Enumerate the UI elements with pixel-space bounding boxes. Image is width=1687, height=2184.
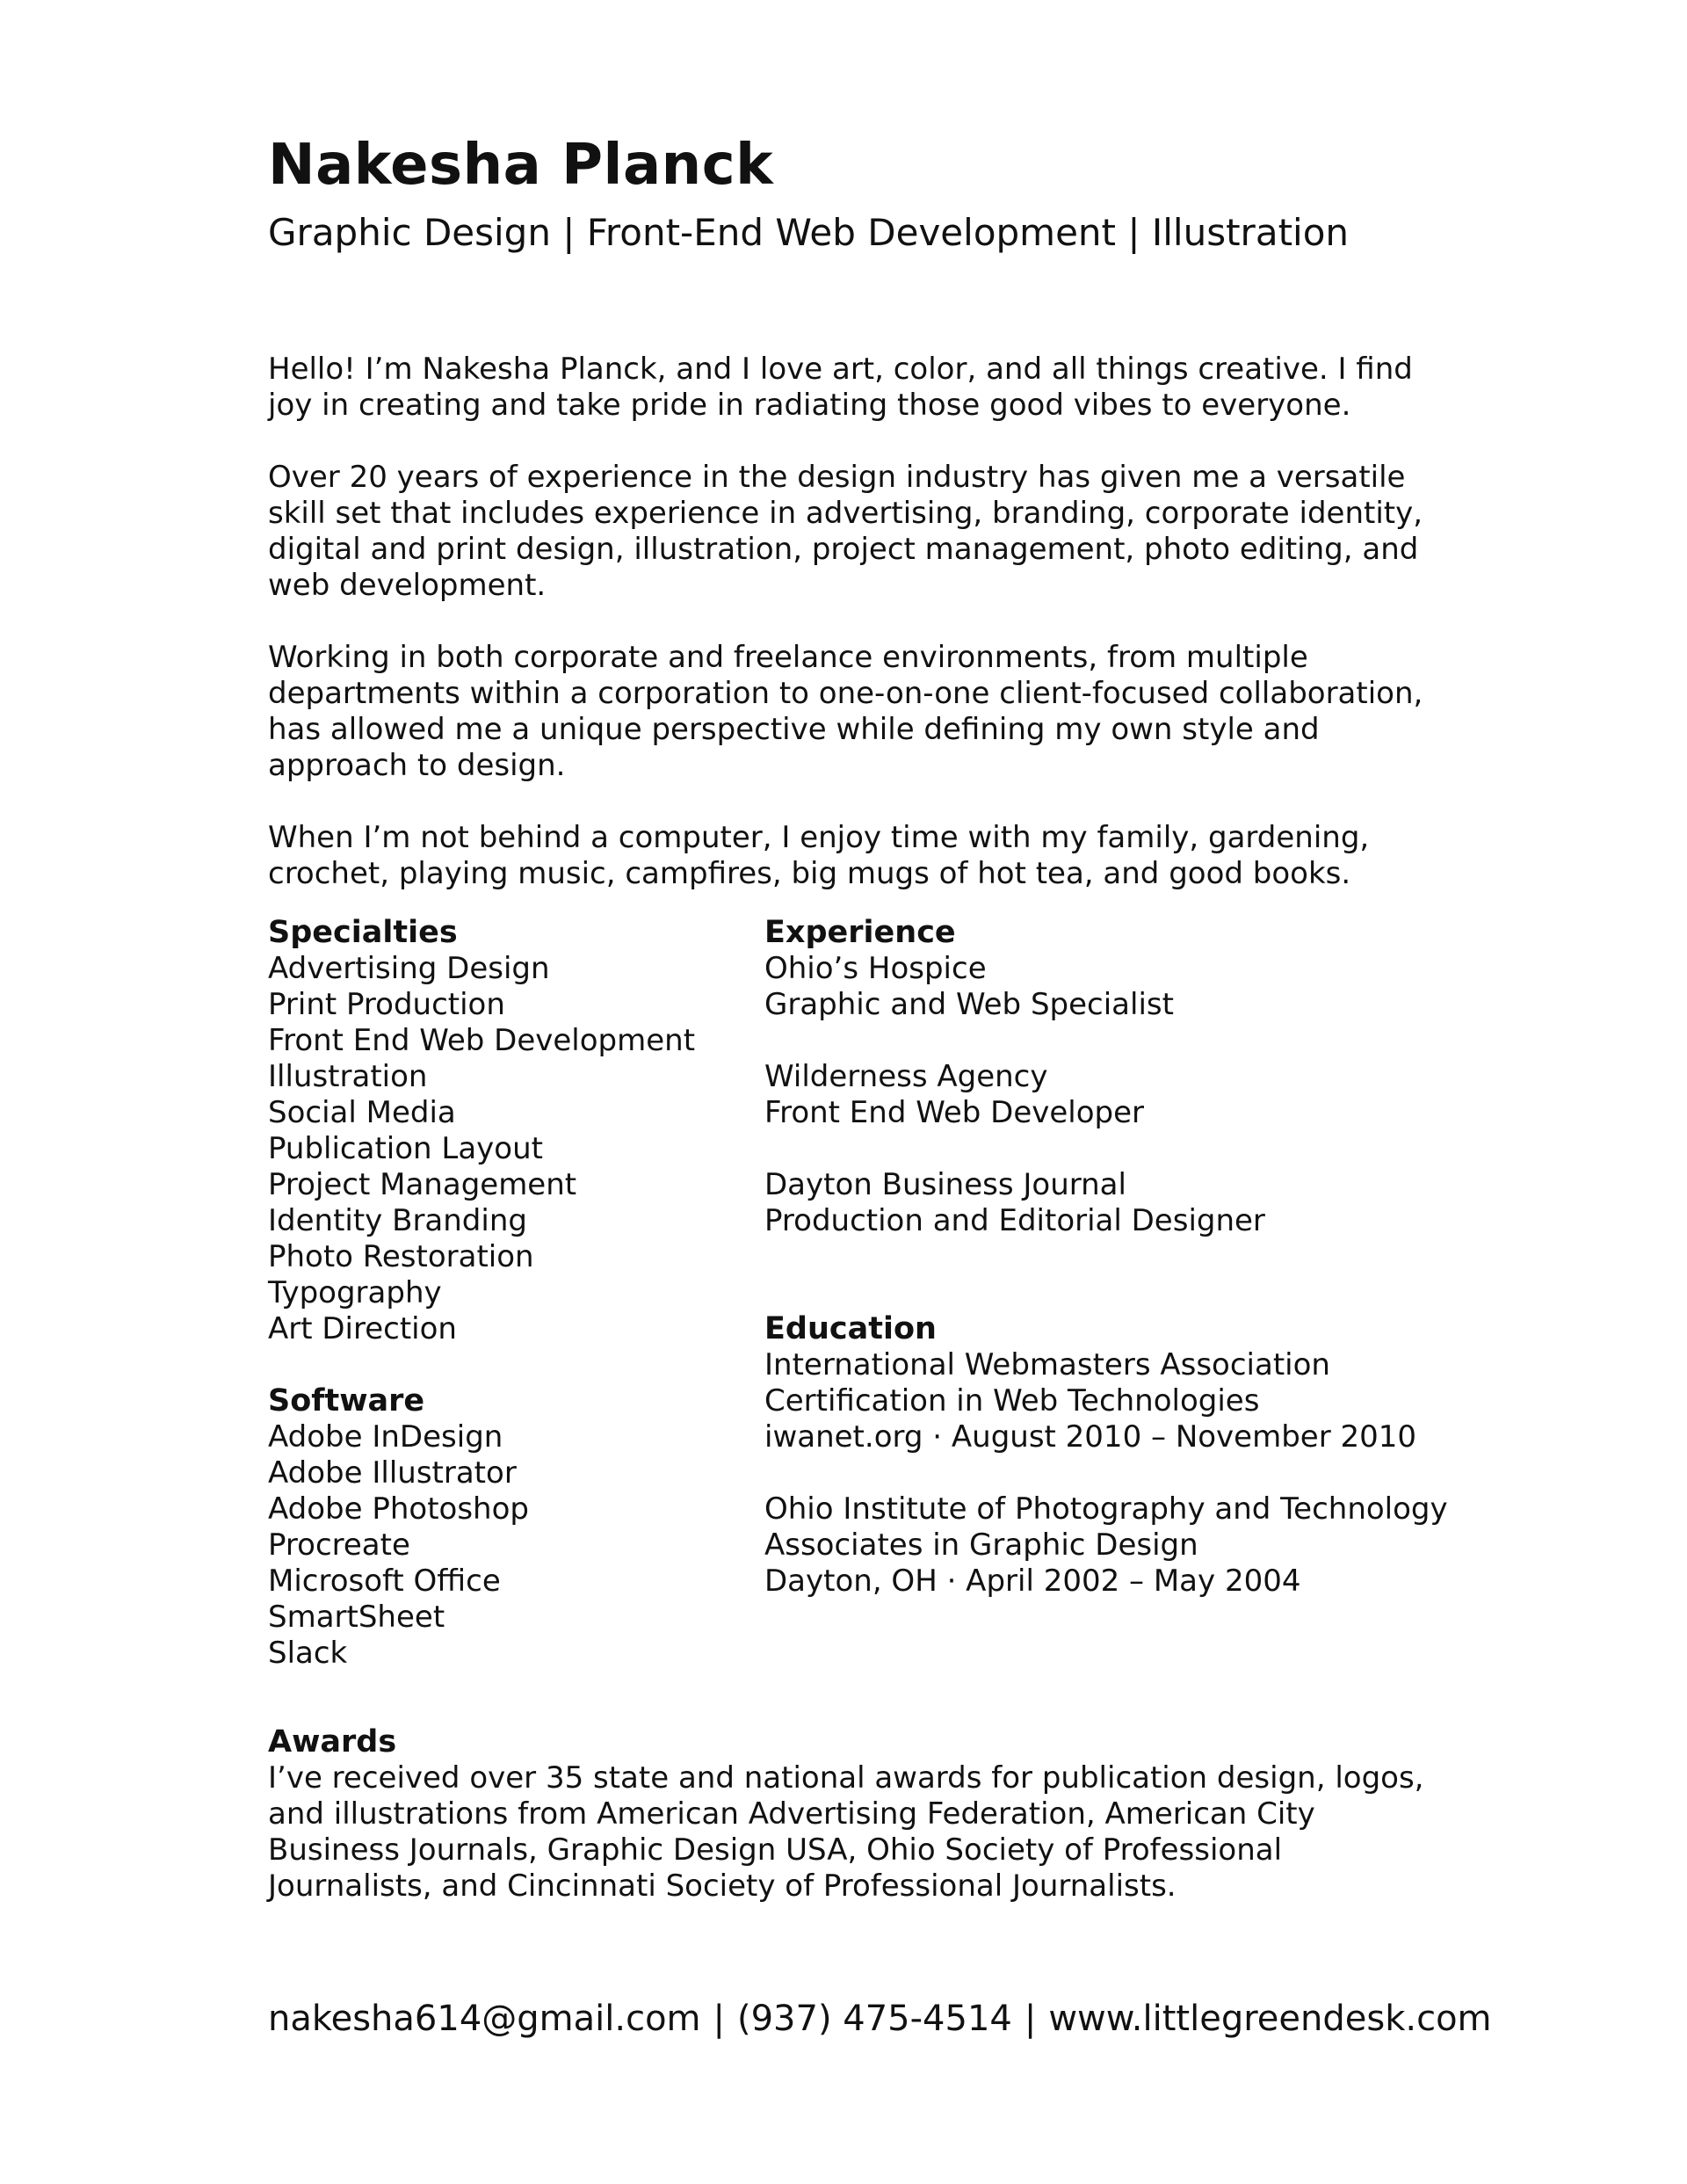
- software-item: Adobe Illustrator: [268, 1455, 517, 1491]
- software-item: SmartSheet: [268, 1600, 445, 1635]
- specialty-item: Typography: [268, 1275, 442, 1310]
- separator: |: [713, 1999, 725, 2039]
- school: Ohio Institute of Photography and Technology: [764, 1491, 1448, 1527]
- spacer: [764, 1131, 1450, 1167]
- separator: |: [1024, 1999, 1037, 2039]
- software-item: Microsoft Office: [268, 1564, 501, 1599]
- job-title: Graphic and Web Specialist: [764, 987, 1174, 1022]
- specialty-item: Front End Web Development: [268, 1023, 696, 1058]
- credential: Associates in Graphic Design: [764, 1527, 1198, 1563]
- awards-heading: Awards: [268, 1724, 397, 1760]
- experience-entry: [764, 1167, 1450, 1239]
- resume-tagline: Graphic Design | Front-End Web Development | Illustration: [268, 211, 1350, 254]
- spacer: [764, 1239, 1450, 1275]
- resume-name: Nakesha Planck: [268, 133, 774, 198]
- specialty-item: Social Media: [268, 1095, 456, 1130]
- education-entry: [764, 1491, 1450, 1600]
- employer: Dayton Business Journal: [764, 1167, 1126, 1202]
- spacer: [764, 1455, 1450, 1491]
- education-entry: [764, 1347, 1450, 1455]
- bio-paragraph: Over 20 years of experience in the design industry has given me a versatile skill set that includes experience in advertising, branding, corporate identity, digital and print design, illustration, project management, photo editing, and web development.: [268, 460, 1423, 603]
- experience-section: [764, 915, 1450, 1239]
- spacer: [764, 1275, 1450, 1311]
- awards-text: I’ve received over 35 state and national awards for publication design, logos, and illustrations from American Advertising Federation, American City Business Journals, Graphic Design USA, Ohio Society of Professional Journalists, and Cincinnati Society of Professional Journalists.: [268, 1760, 1424, 1904]
- specialty-item: Publication Layout: [268, 1131, 543, 1166]
- specialty-item: Art Direction: [268, 1311, 457, 1346]
- credential: Certification in Web Technologies: [764, 1383, 1260, 1419]
- specialty-item: Print Production: [268, 987, 505, 1022]
- software-item: Procreate: [268, 1527, 410, 1563]
- software-section: [268, 1383, 742, 1672]
- website-link[interactable]: www.littlegreendesk.com: [1048, 1999, 1492, 2039]
- school: International Webmasters Association: [764, 1347, 1330, 1382]
- spacer: [764, 1023, 1450, 1059]
- left-column: [268, 915, 742, 1672]
- phone-number[interactable]: (937) 475-4514: [736, 1999, 1012, 2039]
- awards-section: [268, 1724, 1437, 1905]
- experience-entry: [764, 1059, 1450, 1131]
- specialties-heading: Specialties: [268, 915, 458, 950]
- specialty-item: Photo Restoration: [268, 1239, 534, 1274]
- software-item: Adobe InDesign: [268, 1419, 503, 1455]
- software-heading: Software: [268, 1383, 425, 1419]
- employer: Ohio’s Hospice: [764, 951, 987, 986]
- education-section: [764, 1311, 1450, 1600]
- experience-entry: [764, 951, 1450, 1023]
- specialties-list: [268, 951, 742, 1347]
- right-column: [764, 915, 1450, 1600]
- bio-paragraph: Hello! I’m Nakesha Planck, and I love art, color, and all things creative. I find joy in creating and take pride in radiating those good vibes to everyone.: [268, 352, 1413, 423]
- employer: Wilderness Agency: [764, 1059, 1048, 1094]
- education-details: Dayton, OH · April 2002 – May 2004: [764, 1564, 1301, 1599]
- bio-paragraph: When I’m not behind a computer, I enjoy time with my family, gardening, crochet, playing music, campfires, big mugs of hot tea, and good books.: [268, 820, 1370, 891]
- bio-section: [268, 352, 1437, 928]
- email-link[interactable]: nakesha614@gmail.com: [268, 1999, 701, 2039]
- software-item: Slack: [268, 1636, 348, 1671]
- job-title: Front End Web Developer: [764, 1095, 1145, 1130]
- specialty-item: Illustration: [268, 1059, 428, 1094]
- software-list: [268, 1419, 742, 1672]
- education-heading: Education: [764, 1311, 937, 1346]
- specialty-item: Identity Branding: [268, 1203, 527, 1238]
- specialty-item: Advertising Design: [268, 951, 550, 986]
- bio-paragraph: Working in both corporate and freelance environments, from multiple departments within a corporation to one-on-one client-focused collaboration, has allowed me a unique perspective while defining my own style and approach to design.: [268, 640, 1423, 783]
- software-item: Adobe Photoshop: [268, 1491, 529, 1527]
- contact-line: [268, 1997, 1492, 2041]
- experience-heading: Experience: [764, 915, 956, 950]
- specialty-item: Project Management: [268, 1167, 577, 1202]
- job-title: Production and Editorial Designer: [764, 1203, 1265, 1238]
- education-details: iwanet.org · August 2010 – November 2010: [764, 1419, 1417, 1455]
- specialties-section: [268, 915, 742, 1347]
